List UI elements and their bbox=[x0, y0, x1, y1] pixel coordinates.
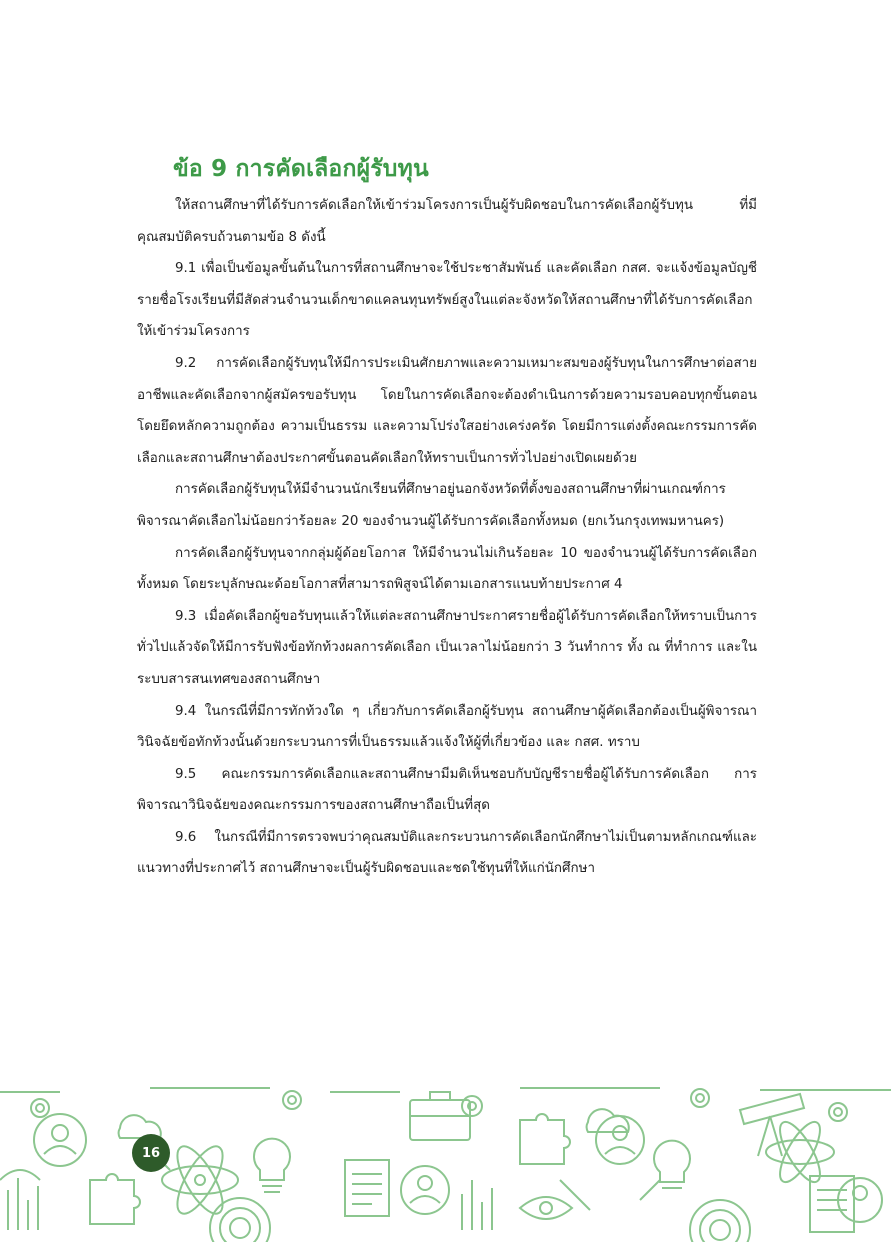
paragraph-quota-province: การคัดเลือกผู้รับทุนให้มีจำนวนนักเรียนที่ศึกษาอยู่นอกจังหวัดที่ตั้งของสถานศึกษาที่ผ่านเกณฑ์การพิจารณาคัดเลือกไม่น้อยกว่าร้อยละ 20 ของจำนวนผู้ได้รับการคัดเลือกทั้งหมด (ยกเว้นกรุงเทพมหานคร) bbox=[137, 482, 726, 529]
atom-icon bbox=[162, 1117, 834, 1220]
paragraph-9-3: 9.3 เมื่อคัดเลือกผู้ขอรับทุนแล้วให้แต่ละสถานศึกษาประกาศรายชื่อผู้ได้รับการคัดเลือกให้ทราบเป็นการทั่วไปแล้วจัดให้มีการรับฟังข้อทักท้วงผลการคัดเลือก เป็นเวลาไม่น้อยกว่า 3 วันทำการ ทั้ง ณ ที่ทำการ และในระบบสารสนเทศของสถานศึกษา bbox=[137, 608, 757, 687]
paragraph-9-4: 9.4 ในกรณีที่มีการทักท้วงใด ๆ เกี่ยวกับการคัดเลือกผู้รับทุน สถานศึกษาผู้คัดเลือกต้องเป็นผู้พิจารณาวินิจฉัยข้อทักท้วงนั้นด้วยกระบวนการที่เป็นธรรมแล้วแจ้งให้ผู้ที่เกี่ยวข้อง และ กสศ. ทราบ bbox=[137, 703, 757, 751]
cloud-sync-icon bbox=[119, 1109, 629, 1138]
eye-icon bbox=[520, 1197, 572, 1219]
paragraph-9-1: 9.1 เพื่อเป็นข้อมูลขั้นต้นในการที่สถานศึกษาจะใช้ประชาสัมพันธ์ และคัดเลือก กสศ. จะแจ้งข้อมูลบัญชีรายชื่อโรงเรียนที่มีสัดส่วนจำนวนเด็กขาดแคลนทุนทรัพย์สูงในแต่ละจังหวัดให้สถานศึกษาที่ได้รับการคัดเลือกให้เข้าร่วมโครงการ bbox=[137, 261, 757, 340]
body-text bbox=[137, 190, 757, 885]
target-icon bbox=[210, 1198, 750, 1242]
puzzle-icon bbox=[90, 1114, 570, 1224]
paragraph-quota-disadvantaged: การคัดเลือกผู้รับทุนจากกลุ่มผู้ด้อยโอกาส ให้มีจำนวนไม่เกินร้อยละ 10 ของจำนวนผู้ได้รับการคัดเลือกทั้งหมด โดยระบุลักษณะด้อยโอกาสที่สามารถพิสูจน์ได้ตามเอกสารแนบท้ายประกาศ 4 bbox=[137, 545, 757, 593]
section-heading: ข้อ 9 การคัดเลือกผู้รับทุน bbox=[173, 156, 429, 182]
paragraph-9-2: 9.2 การคัดเลือกผู้รับทุนให้มีการประเมินศักยภาพและความเหมาะสมของผู้รับทุนในการศึกษาต่อสายอาชีพและคัดเลือกจากผู้สมัครขอรับทุน โดยในการคัดเลือกจะต้องดำเนินการด้วยความรอบคอบทุกขั้นตอน โดยยึดหลักความถูกต้อง ความเป็นธรรม และความโปร่งใสอย่างเคร่งครัด โดยมีการแต่งตั้งคณะกรรมการคัดเลือกและสถานศึกษาต้องประกาศขั้นตอนคัดเลือกให้ทราบเป็นการทั่วไปอย่างเปิดเผยด้วย bbox=[137, 355, 757, 466]
paragraph-intro: ให้สถานศึกษาที่ได้รับการคัดเลือกให้เข้าร่วมโครงการเป็นผู้รับผิดชอบในการคัดเลือกผู้รับทุน ที่มีคุณสมบัติครบถ้วนตามข้อ 8 ดังนี้ bbox=[137, 198, 757, 245]
paragraph-9-5: 9.5 คณะกรรมการคัดเลือกและสถานศึกษามีมติเห็นชอบกับบัญชีรายชื่อผู้ได้รับการคัดเลือก การพิจารณาวินิจฉัยของคณะกรรมการของสถานศึกษาถือเป็นที่สุด bbox=[137, 766, 757, 814]
page-number: 16 bbox=[132, 1134, 170, 1172]
briefcase-icon bbox=[410, 1092, 470, 1140]
paragraph-9-6: 9.6 ในกรณีที่มีการตรวจพบว่าคุณสมบัติและกระบวนการคัดเลือกนักศึกษาไม่เป็นตามหลักเกณฑ์และแนวทางที่ประกาศไว้ สถานศึกษาจะเป็นผู้รับผิดชอบและชดใช้ทุนที่ให้แก่นักศึกษา bbox=[137, 829, 757, 877]
